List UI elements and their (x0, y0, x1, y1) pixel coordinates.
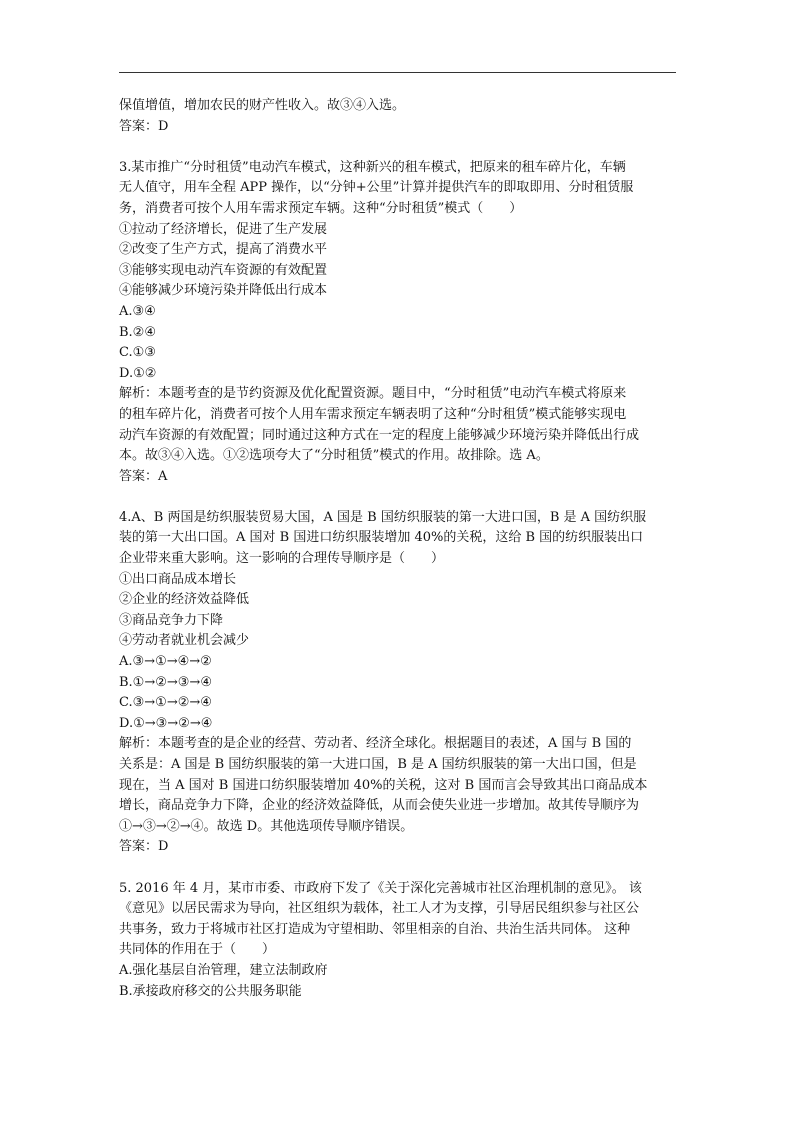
q3-option-c: C.①③ (119, 345, 156, 361)
q4-option-b: B.①→②→③→④ (119, 674, 212, 690)
q3-stem-line: 无人值守，用车全程 APP 操作，以“分钟+公里”计算并提供汽车的即取即用、分时租赁服 (119, 180, 634, 196)
q4-analysis-line: 关系是：A 国是 B 国纺织服装的第一大进口国，B 是 A 国纺织服装的第一大出口国，但是 (119, 757, 637, 772)
q4-analysis-line: 增长，商品竞争力下降，企业的经济效益降低，从而会使失业进一步增加。故其传导顺序为 (119, 798, 640, 814)
q3-stem-line: 3.某市推广“分时租赁”电动汽车模式，这种新兴的租车模式，把原来的租车碎片化，车辆 (119, 159, 626, 175)
q4-statement: ④劳动者就业机会减少 (119, 633, 250, 649)
q3-option-d: D.①② (119, 365, 157, 381)
q4-answer: 答案：D (119, 839, 169, 855)
q5-stem-line: 共事务，致力于将城市社区打造成为守望相助、邻里相亲的自治、共治生活共同体。 这种 (119, 921, 631, 937)
q3-statement: ③能够实现电动汽车资源的有效配置 (119, 262, 328, 278)
q4-statement: ②企业的经济效益降低 (119, 592, 250, 608)
q3-stem-line: 务，消费者可按个人用车需求预定车辆。这种“分时租赁”模式（ ） (119, 200, 523, 216)
question-5 (119, 879, 679, 1003)
q4-statement: ③商品竞争力下降 (119, 612, 224, 628)
q4-stem-line: 企业带来重大影响。这一影响的合理传导顺序是（ ） (119, 551, 445, 567)
intro-answer: 答案：D (119, 118, 169, 134)
q4-option-c: C.③→①→②→④ (119, 695, 212, 711)
q3-option-b: B.②④ (119, 324, 156, 340)
q4-stem-line: 装的第一大出口国。A 国对 B 国进口纺织服装增加 40%的关税，这给 B 国的纺织服装出口 (119, 530, 644, 546)
q4-analysis-line: 解析：本题考查的是企业的经营、劳动者、经济全球化。根据题目的表述，A 国与 B 国的 (119, 736, 632, 752)
q5-option-b: B.承接政府移交的公共服务职能 (119, 983, 302, 999)
q3-analysis-line: 的租车碎片化，消费者可按个人用车需求预定车辆表明了这种“分时租赁”模式能够实现电 (119, 406, 627, 422)
q4-option-d: D.①→③→②→④ (119, 715, 213, 731)
q5-stem-line: 共同体的作用在于（ ） (119, 942, 276, 958)
q4-option-a: A.③→①→④→② (119, 654, 212, 670)
q3-statement: ④能够减少环境污染并降低出行成本 (119, 283, 328, 299)
q3-statement: ①拉动了经济增长，促进了生产发展 (119, 221, 328, 237)
q5-option-a: A.强化基层自治管理，建立法制政府 (119, 962, 328, 978)
document-body (119, 96, 679, 1002)
q4-stem-line: 4.A、B 两国是纺织服装贸易大国，A 国是 B 国纺织服装的第一大进口国，B 是 A 国纺织服 (119, 509, 647, 525)
question-3 (119, 158, 679, 488)
q5-stem-line: 5. 2016 年 4 月，某市市委、市政府下发了《关于深化完善城市社区治理机制的意见》。 该 (119, 880, 642, 896)
intro-section (119, 96, 679, 137)
q3-analysis-line: 本。故③④入选。①②选项夸大了“分时租赁”模式的作用。故排除。选 A。 (119, 448, 549, 464)
q4-analysis-line: ①→③→②→④。故选 D。其他选项传导顺序错误。 (119, 818, 414, 834)
header-rule (119, 72, 676, 73)
q5-stem-line: 《意见》以居民需求为导向，社区组织为载体，社工人才为支撑，引导居民组织参与社区公 (119, 901, 640, 917)
question-4 (119, 508, 679, 858)
q4-analysis-line: 现在，当 A 国对 B 国进口纺织服装增加 40%的关税，这对 B 国而言会导致其出口商品成本 (119, 777, 648, 793)
q3-analysis-line: 解析：本题考查的是节约资源及优化配置资源。题目中，“分时租赁”电动汽车模式将原来 (119, 386, 627, 402)
q3-option-a: A.③④ (119, 303, 156, 319)
q3-statement: ②改变了生产方式，提高了消费水平 (119, 242, 328, 258)
q4-statement: ①出口商品成本增长 (119, 571, 237, 587)
q3-answer: 答案：A (119, 468, 168, 484)
intro-text: 保值增值，增加农民的财产性收入。故③④入选。 (119, 98, 406, 113)
q3-analysis-line: 动汽车资源的有效配置；同时通过这种方式在一定的程度上能够减少环境污染并降低出行成 (119, 427, 640, 443)
